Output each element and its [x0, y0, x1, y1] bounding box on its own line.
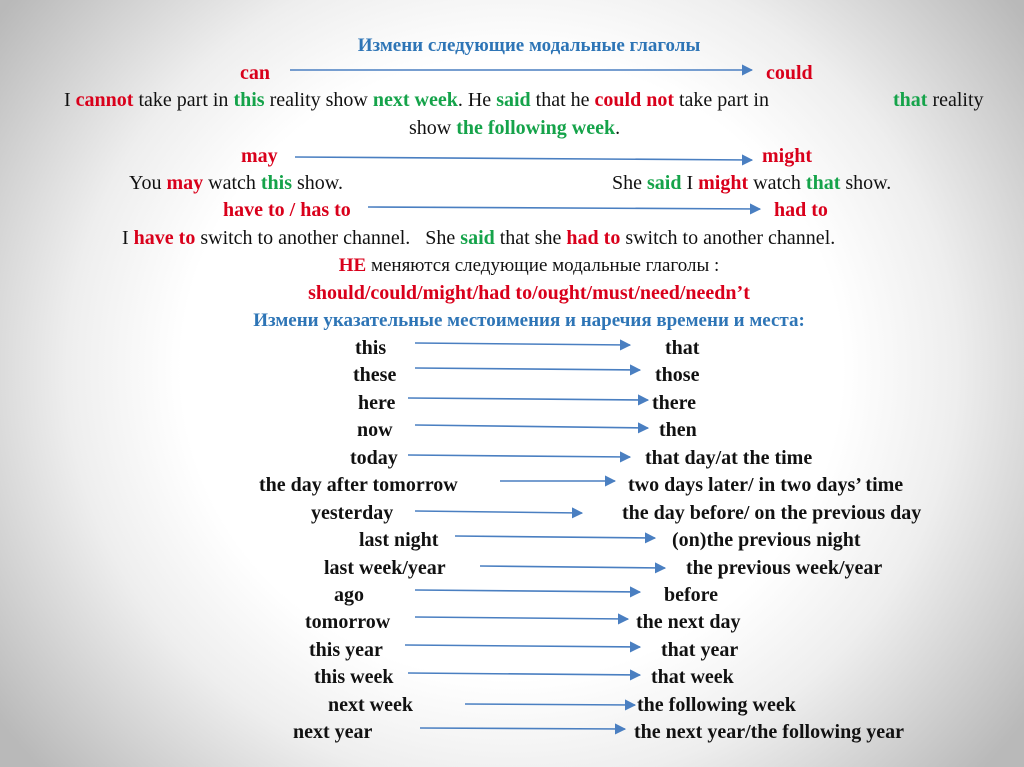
pair-to: the next day [636, 611, 741, 633]
pair-from: next year [293, 721, 373, 743]
arrow-pair [408, 398, 648, 400]
arrow-pair [415, 343, 630, 345]
pair-from: now [357, 419, 393, 441]
arrow-pair [480, 566, 665, 568]
heading-pronouns: Измени указательные местоимения и наречия времени и места: [253, 310, 805, 331]
pair-from: here [358, 392, 396, 414]
heading-modals: Измени следующие модальные глаголы [357, 35, 701, 56]
modal-had-to: had to [774, 199, 828, 221]
pair-to: there [652, 392, 697, 414]
arrow-pair [415, 511, 582, 513]
pair-from: these [353, 364, 397, 386]
example-1-line-2: show the following week. [409, 117, 621, 139]
pair-from: this year [309, 639, 383, 661]
no-change-note: НЕ меняются следующие модальные глаголы : [338, 255, 720, 276]
pair-to: those [655, 364, 700, 386]
modal-can: can [240, 62, 270, 84]
arrow-pair [408, 455, 630, 457]
arrow-pair [415, 425, 648, 428]
arrow-pair [408, 673, 640, 675]
arrow-pair [415, 368, 640, 370]
example-1-line-1: I cannot take part in this reality show next week. He said that he could not take part in [64, 89, 774, 111]
unchanged-modals: should/could/might/had to/ought/must/need/needn’t [308, 282, 750, 304]
arrow-pair [465, 704, 635, 705]
pair-from: tomorrow [305, 611, 391, 633]
modal-have-to: have to / has to [223, 199, 351, 221]
example-3: I have to switch to another channel. She said that she had to switch to another channel. [122, 227, 836, 249]
pair-to: the day before/ on the previous day [622, 502, 922, 524]
pair-from: yesterday [311, 502, 394, 524]
pair-from: today [350, 447, 398, 469]
pair-to: that day/at the time [645, 447, 813, 469]
pair-to: that year [661, 639, 739, 661]
pair-to: the next year/the following year [634, 721, 904, 743]
pair-to: the following week [637, 694, 796, 716]
pair-to: the previous week/year [686, 557, 883, 579]
pair-to: that [665, 337, 700, 359]
pair-from: ago [334, 584, 364, 606]
example-2-reported: She said I might watch that show. [612, 172, 892, 194]
pair-from: the day after tomorrow [259, 474, 458, 496]
arrow-pair [415, 590, 640, 592]
arrow-may-might [295, 157, 752, 160]
pair-to: two days later/ in two days’ time [628, 474, 904, 496]
pair-to: that week [651, 666, 734, 688]
modal-may: may [241, 145, 278, 167]
example-1-line-1-end: that reality [893, 89, 984, 111]
arrow-pair [455, 536, 655, 538]
pair-from: this [355, 337, 387, 359]
pair-from: last week/year [324, 557, 446, 579]
pair-from: next week [328, 694, 413, 716]
arrow-pair [420, 728, 625, 729]
arrow-haveto-hadto [368, 207, 760, 209]
pair-from: this week [314, 666, 394, 688]
arrow-pair [415, 617, 628, 619]
arrow-pair [405, 645, 640, 647]
modal-might: might [762, 145, 812, 167]
pair-to: before [664, 584, 719, 606]
modal-could: could [766, 62, 813, 84]
pair-to: then [659, 419, 697, 441]
pair-to: (on)the previous night [672, 529, 861, 551]
example-2-direct: You may watch this show. [129, 172, 343, 194]
pair-from: last night [359, 529, 439, 551]
